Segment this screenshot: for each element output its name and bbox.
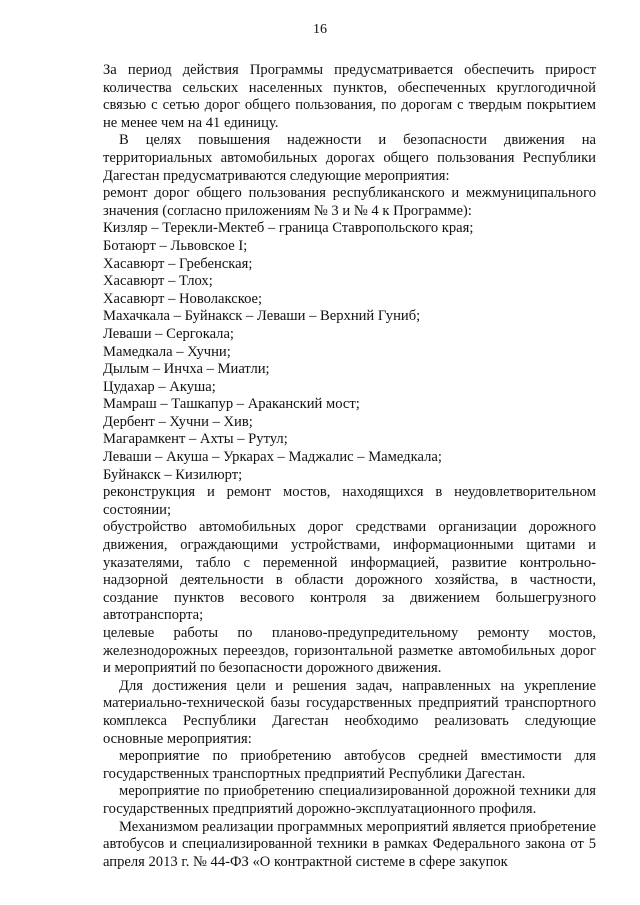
paragraph-bridge-reconstruction: реконструкция и ремонт мостов, находящихся в неудовлетворительном состоянии; bbox=[103, 484, 596, 518]
list-item: Буйнакск – Кизилюрт; bbox=[103, 466, 243, 483]
list-item: Дербент – Хучни – Хив; bbox=[103, 413, 253, 430]
list-item: Хасавюрт – Гребенская; bbox=[103, 255, 253, 272]
page-number: 16 bbox=[313, 22, 327, 37]
paragraph-safety-measures: В целях повышения надежности и безопасности движения на территориальных автомобильных дорогах общего пользования Республики Дагестан предусматриваются следующие мероприятия: bbox=[103, 132, 596, 184]
list-item: Махачкала – Буйнакск – Леваши – Верхний Гуниб; bbox=[103, 308, 421, 325]
paragraph-bus-purchase: мероприятие по приобретению автобусов средней вместимости для государственных транспортных предприятий Республики Дагестан. bbox=[103, 748, 596, 782]
list-item: Магарамкент – Ахты – Рутул; bbox=[103, 431, 288, 448]
list-item: Ботаюрт – Львовское I; bbox=[103, 237, 248, 254]
list-item: Леваши – Сергокала; bbox=[103, 325, 234, 342]
paragraph-program-goal: За период действия Программы предусматривается обеспечить прирост количества сельских населенных пунктов, обеспеченных круглогодичной связью с сетью дорог общего пользования, по дорогам с твердым покрытием не менее чем на 41 единицу. bbox=[103, 62, 596, 131]
paragraph-implementation-mechanism: Механизмом реализации программных мероприятий является приобретение автобусов и специализированной техники в рамках Федерального закона от 5 апреля 2013 г. № 44-ФЗ «О контрактной системе в сфере закупок bbox=[103, 818, 596, 870]
paragraph-road-equipment: обустройство автомобильных дорог средствами организации дорожного движения, ограждающими устройствами, информационными щитами и указателями, табло с переменной информацией, развитие контрольно-надзорной деятельности в области дорожного хозяйства, в частности, создание пунктов весового контроля за движением большегрузного автотранспорта; bbox=[103, 519, 596, 624]
document-body bbox=[103, 62, 596, 871]
list-item: Хасавюрт – Новолакское; bbox=[103, 290, 263, 307]
list-item: Дылым – Инчха – Миатли; bbox=[103, 361, 270, 378]
list-item: Леваши – Акуша – Уркарах – Маджалис – Мамедкала; bbox=[103, 449, 442, 466]
list-item: Мамраш – Ташкапур – Араканский мост; bbox=[103, 396, 360, 413]
paragraph-road-machinery: мероприятие по приобретению специализированной дорожной техники для государственных предприятий дорожно-эксплуатационного профиля. bbox=[103, 783, 596, 817]
list-item: Цудахар – Акуша; bbox=[103, 378, 216, 395]
paragraph-targeted-works: целевые работы по планово-предупредительному ремонту мостов, железнодорожных переездов, горизонтальной разметке автомобильных дорог и мероприятий по безопасности дорожного движения. bbox=[103, 625, 596, 677]
paragraph-material-base: Для достижения цели и решения задач, направленных на укрепление материально-технической базы государственных предприятий транспортного комплекса Республики Дагестан необходимо реализовать следующие основные мероприятия: bbox=[103, 677, 596, 747]
paragraph-road-repair: ремонт дорог общего пользования республиканского и межмуниципального значения (согласно приложениям № 3 и № 4 к Программе): bbox=[103, 185, 596, 219]
list-item: Хасавюрт – Тлох; bbox=[103, 273, 213, 290]
list-item: Кизляр – Терекли-Мектеб – граница Ставропольского края; bbox=[103, 220, 474, 237]
list-item: Мамедкала – Хучни; bbox=[103, 343, 231, 360]
route-list bbox=[103, 220, 596, 484]
